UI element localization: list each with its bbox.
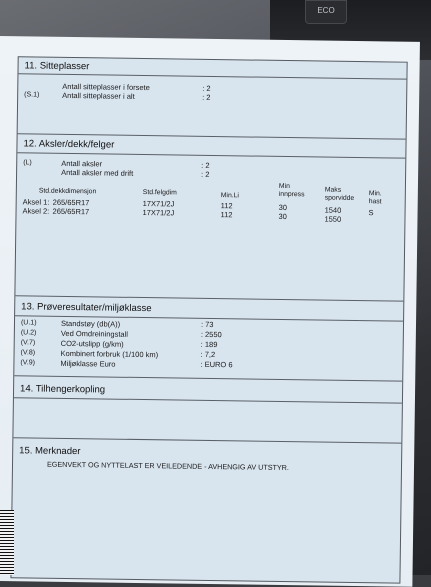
row-label: Miljøklasse Euro bbox=[60, 358, 116, 369]
axle-sporvidde: 1550 bbox=[324, 214, 342, 224]
column-header-innpress: Min innpress bbox=[278, 182, 305, 199]
remark-text: EGENVEKT OG NYTTELAST ER VEILEDENDE - AVHENGIG AV UTSTYR. bbox=[46, 459, 289, 473]
divider bbox=[18, 73, 406, 79]
registration-form bbox=[10, 56, 407, 583]
row-code: (V.9) bbox=[20, 359, 36, 367]
row-code: (S.1) bbox=[24, 91, 40, 99]
section-13-title: 13. Prøveresultater/miljøklasse bbox=[21, 301, 152, 315]
document-page bbox=[0, 36, 431, 582]
row-label: Standstøy (db(A)) bbox=[60, 318, 121, 329]
row-code: (V.8) bbox=[20, 349, 36, 357]
column-header-dim: Std.dekkdimensjon bbox=[38, 187, 97, 196]
column-header-sporvidde: Maks sporvidde bbox=[324, 186, 355, 202]
row-label: CO2-utslipp (g/km) bbox=[60, 338, 124, 349]
axle-dim: 265/65R17 bbox=[52, 206, 90, 217]
eco-button: ECO bbox=[305, 0, 347, 24]
row-value: : 2 bbox=[202, 83, 211, 93]
row-value: : 2 bbox=[201, 160, 210, 170]
divider bbox=[17, 152, 405, 158]
section-14 bbox=[13, 375, 402, 443]
row-value: : 7,2 bbox=[200, 349, 216, 360]
row-value: : 73 bbox=[200, 319, 214, 330]
barcode bbox=[0, 510, 14, 575]
column-header-hast: Min. hast bbox=[368, 190, 382, 206]
axle-label: Aksel 1: bbox=[22, 197, 50, 207]
column-header-felg: Std.felgdim bbox=[142, 189, 177, 197]
axle-li: 112 bbox=[220, 201, 233, 211]
section-11-title: 11. Sitteplasser bbox=[24, 60, 90, 73]
row-label: Antall sitteplasser i alt bbox=[62, 90, 135, 101]
axle-dim: 265/65R17 bbox=[52, 197, 90, 208]
row-value: : 2550 bbox=[200, 329, 222, 340]
row-code: (U.2) bbox=[20, 329, 37, 337]
row-value: : 2 bbox=[201, 169, 210, 179]
row-value: : 2 bbox=[202, 92, 211, 102]
axle-felg: 17X71/2J bbox=[142, 208, 175, 218]
row-value: : EURO 6 bbox=[200, 359, 233, 370]
axle-hast: S bbox=[368, 208, 374, 218]
row-label: Ved Omdreiningstall bbox=[60, 328, 129, 339]
axle-label: Aksel 2: bbox=[22, 206, 50, 216]
row-code: (L) bbox=[23, 159, 32, 167]
row-label: Kombinert forbruk (1/100 km) bbox=[60, 348, 159, 360]
section-11 bbox=[18, 57, 407, 139]
row-value: : 189 bbox=[200, 339, 218, 350]
row-label: Antall sitteplasser i forsete bbox=[62, 81, 150, 93]
section-13 bbox=[14, 295, 403, 381]
column-header-li: Min.Li bbox=[220, 192, 239, 200]
section-12-title: 12. Aksler/dekk/felger bbox=[23, 138, 115, 151]
row-code: (V.7) bbox=[20, 339, 36, 347]
section-15 bbox=[11, 437, 401, 582]
section-14-title: 14. Tilhengerkopling bbox=[19, 383, 106, 396]
axle-innpress: 30 bbox=[278, 211, 287, 222]
axle-felg: 17X71/2J bbox=[142, 199, 175, 209]
row-label: Antall aksler med drift bbox=[61, 167, 134, 178]
row-label: Antall aksler bbox=[61, 158, 103, 169]
axle-sporvidde: 1540 bbox=[324, 205, 342, 215]
section-15-title: 15. Merknader bbox=[19, 445, 81, 458]
axle-li: 112 bbox=[220, 210, 233, 220]
divider bbox=[14, 397, 402, 403]
section-12 bbox=[15, 133, 405, 301]
row-code: (U.1) bbox=[20, 319, 37, 327]
axle-innpress: 30 bbox=[278, 202, 288, 213]
